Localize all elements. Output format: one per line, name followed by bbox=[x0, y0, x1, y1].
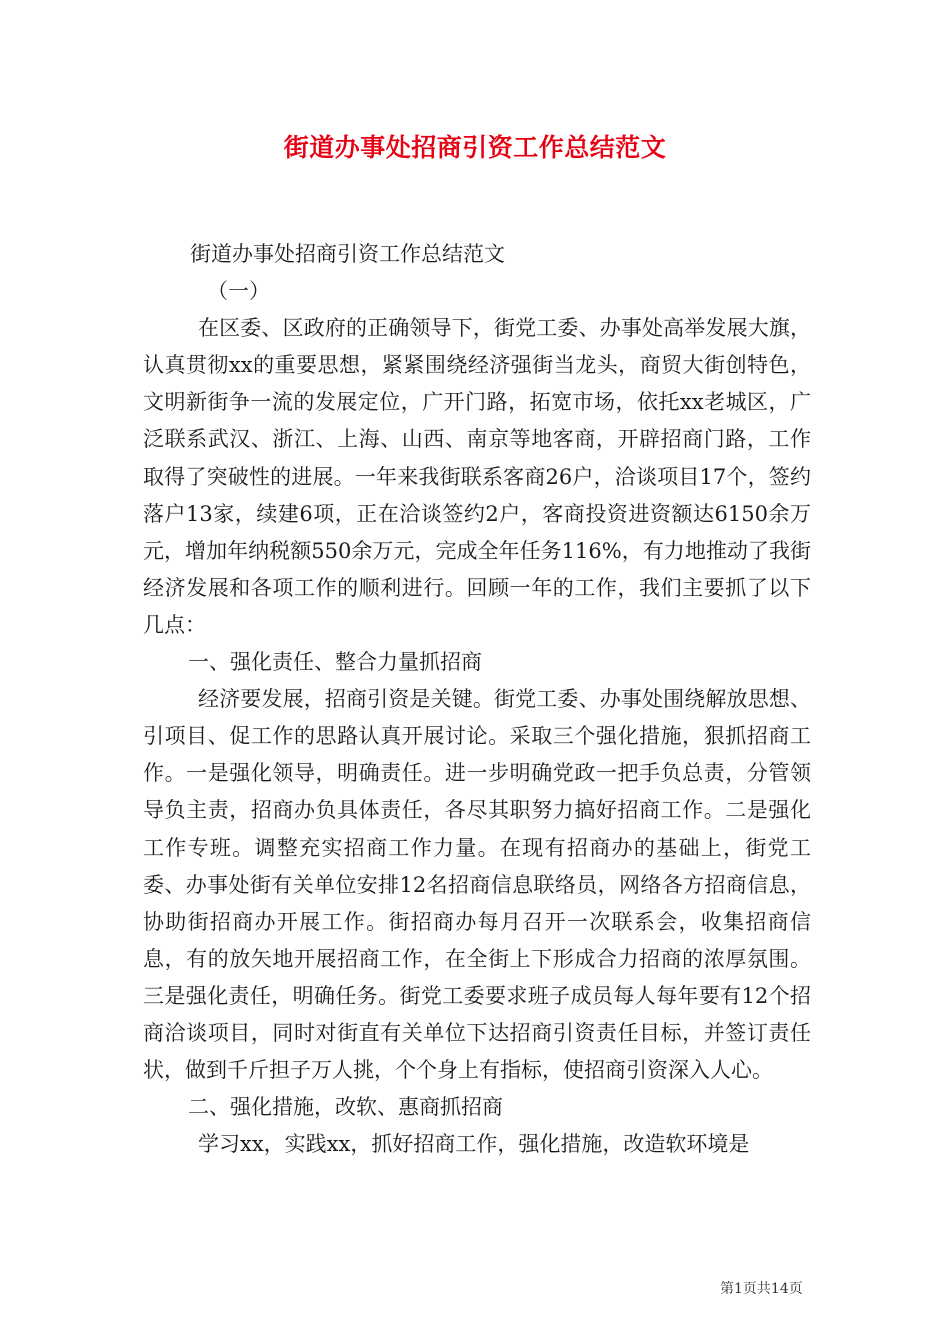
paragraph-three: 学习xx，实践xx，抓好招商工作，强化措施，改造软环境是 bbox=[198, 1132, 750, 1157]
section-marker: （一） bbox=[207, 279, 270, 304]
page-title: 街道办事处招商引资工作总结范文 bbox=[283, 133, 667, 162]
paragraph-intro: 在区委、区政府的正确领导下，街党工委、办事处高举发展大旗，认真贯彻xx的重要思想，紧紧围绕经济强街当龙头，商贸大街创特色，文明新街争一流的发展定位，广开门路，拓宽市场，依托xx老城区，广泛联系武汉、浙江、上海、山西、南京等地客商，开辟招商门路，工作取得了突破性的进展。一年来我街联系客商26户，洽谈项目17个，签约落户13家，续建6项，正在洽谈签约2户，客商投资进资额达6150余万元，增加年纳税额550余万元，完成全年任务116%，有力地推动了我街经济发展和各项工作的顺利进行。回顾一年的工作，我们主要抓了以下几点： bbox=[143, 316, 811, 637]
document-subtitle: 街道办事处招商引资工作总结范文 bbox=[190, 242, 505, 266]
paragraph-two: 经济要发展，招商引资是关键。街党工委、办事处围绕解放思想、引项目、促工作的思路认真开展讨论。采取三个强化措施，狠抓招商工作。一是强化领导，明确责任。进一步明确党政一把手负总责，分管领导负主责，招商办负具体责任，各尽其职努力搞好招商工作。二是强化工作专班。调整充实招商工作力量。在现有招商办的基础上，街党工委、办事处街有关单位安排12名招商信息联络员，网络各方招商信息，协助街招商办开展工作。街招商办每月召开一次联系会，收集招商信息，有的放矢地开展招商工作，在全街上下形成合力招商的浓厚氛围。三是强化责任，明确任务。街党工委要求班子成员每人每年要有12个招商洽谈项目，同时对街直有关单位下达招商引资责任目标，并签订责任状，做到千斤担子万人挑，个个身上有指标，使招商引资深入人心。 bbox=[143, 687, 811, 1083]
heading-two: 二、强化措施，改软、惠商抓招商 bbox=[188, 1095, 503, 1120]
document-body bbox=[143, 236, 811, 1163]
page-number-footer: 第1页共14页 bbox=[720, 1281, 803, 1297]
heading-one: 一、强化责任、整合力量抓招商 bbox=[188, 650, 482, 675]
